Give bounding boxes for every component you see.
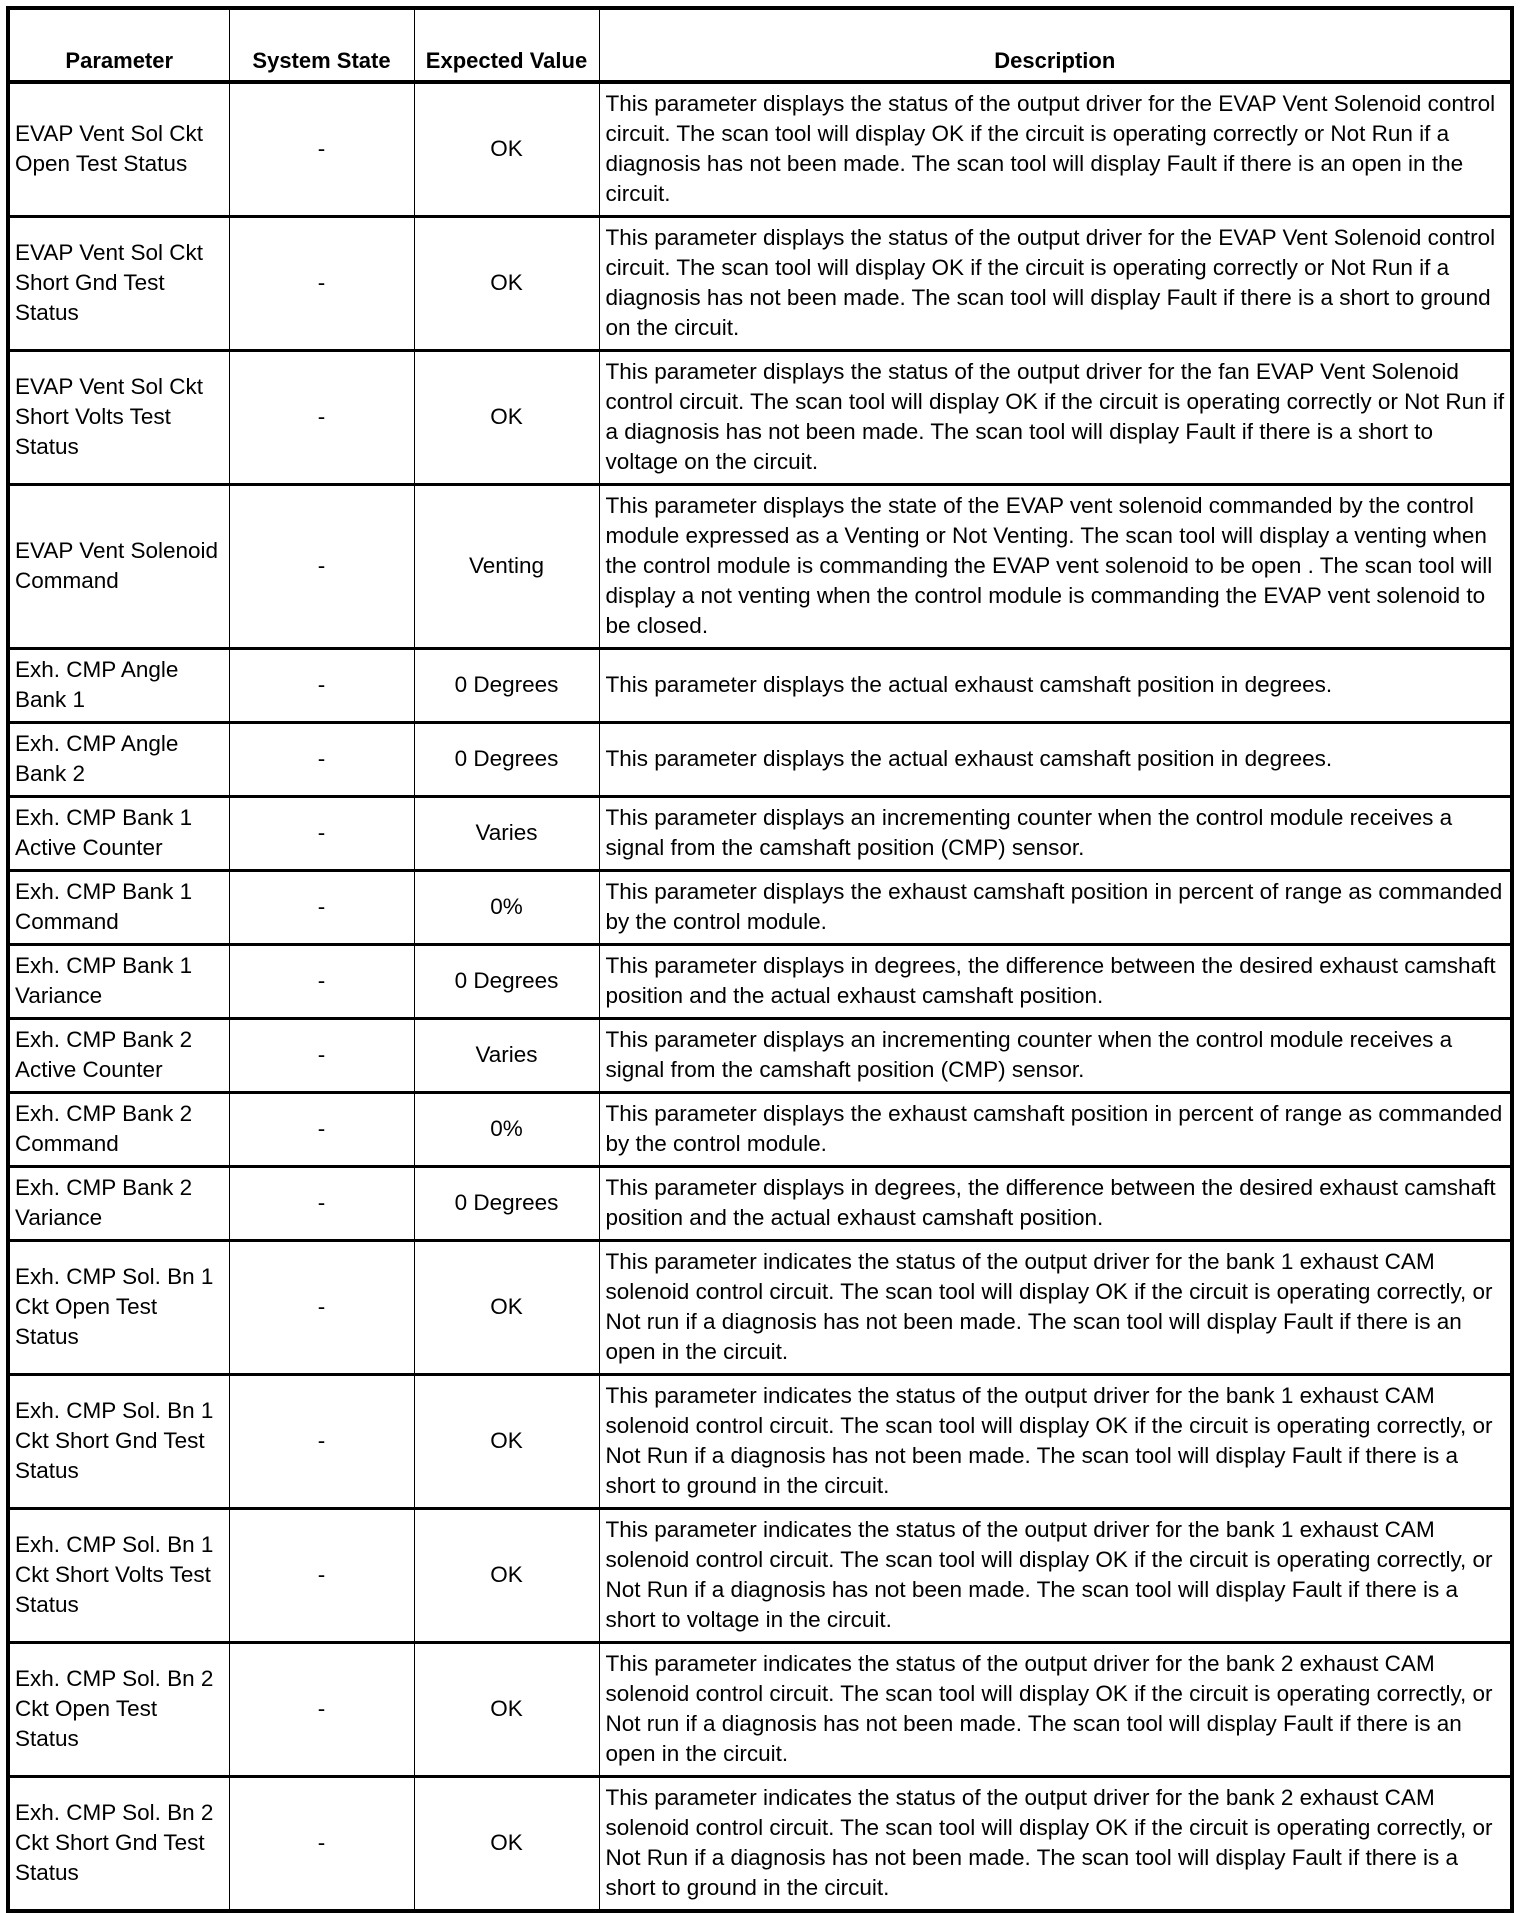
header-parameter: Parameter [8,8,229,82]
system-state-cell: - [229,1167,414,1241]
system-state-cell: - [229,1019,414,1093]
expected-value-cell: OK [414,1241,599,1375]
table-row [8,871,1512,945]
parameter-cell: EVAP Vent Sol Ckt Short Gnd Test Status [8,217,229,351]
system-state-cell: - [229,82,414,217]
parameter-cell: Exh. CMP Bank 1 Active Counter [8,797,229,871]
system-state-cell: - [229,1509,414,1643]
system-state-cell: - [229,945,414,1019]
expected-value-cell: 0 Degrees [414,945,599,1019]
expected-value-cell: 0% [414,1093,599,1167]
system-state-cell: - [229,1241,414,1375]
table-row [8,351,1512,485]
table-row [8,1643,1512,1777]
system-state-cell: - [229,351,414,485]
table-row [8,1019,1512,1093]
expected-value-cell: 0 Degrees [414,649,599,723]
expected-value-cell: OK [414,1643,599,1777]
description-cell: This parameter displays the status of the output driver for the EVAP Vent Solenoid control circuit. The scan tool will display OK if the circuit is operating correctly or Not Run if a diagnosis has not been made. The scan tool will display Fault if there is an open in the circuit. [599,82,1512,217]
parameter-cell: Exh. CMP Bank 1 Command [8,871,229,945]
system-state-cell: - [229,1777,414,1912]
expected-value-cell: 0 Degrees [414,1167,599,1241]
description-cell: This parameter displays the status of the output driver for the fan EVAP Vent Solenoid control circuit. The scan tool will display OK if the circuit is operating correctly or Not Run if a diagnosis has not been made. The scan tool will display Fault if there is a short to voltage on the circuit. [599,351,1512,485]
header-expected-value: Expected Value [414,8,599,82]
description-cell: This parameter displays an incrementing counter when the control module receives a signal from the camshaft position (CMP) sensor. [599,797,1512,871]
description-cell: This parameter displays in degrees, the difference between the desired exhaust camshaft position and the actual exhaust camshaft position. [599,945,1512,1019]
expected-value-cell: OK [414,1375,599,1509]
parameter-cell: Exh. CMP Angle Bank 2 [8,723,229,797]
description-cell: This parameter indicates the status of the output driver for the bank 1 exhaust CAM solenoid control circuit. The scan tool will display OK if the circuit is operating correctly, or Not Run if a diagnosis has not been made. The scan tool will display Fault if there is a short to ground in the circuit. [599,1375,1512,1509]
table-row [8,1375,1512,1509]
system-state-cell: - [229,797,414,871]
parameter-cell: Exh. CMP Bank 2 Active Counter [8,1019,229,1093]
expected-value-cell: OK [414,1777,599,1912]
system-state-cell: - [229,1375,414,1509]
parameter-cell: EVAP Vent Sol Ckt Short Volts Test Status [8,351,229,485]
table-row [8,217,1512,351]
description-cell: This parameter displays the exhaust camshaft position in percent of range as commanded by the control module. [599,1093,1512,1167]
expected-value-cell: Varies [414,1019,599,1093]
header-description: Description [599,8,1512,82]
expected-value-cell: 0% [414,871,599,945]
parameter-cell: Exh. CMP Sol. Bn 2 Ckt Open Test Status [8,1643,229,1777]
description-cell: This parameter indicates the status of the output driver for the bank 2 exhaust CAM solenoid control circuit. The scan tool will display OK if the circuit is operating correctly, or Not Run if a diagnosis has not been made. The scan tool will display Fault if there is a short to ground in the circuit. [599,1777,1512,1912]
parameter-cell: Exh. CMP Bank 2 Command [8,1093,229,1167]
parameter-cell: Exh. CMP Sol. Bn 1 Ckt Short Volts Test Status [8,1509,229,1643]
header-system-state: System State [229,8,414,82]
parameter-cell: Exh. CMP Sol. Bn 1 Ckt Short Gnd Test Status [8,1375,229,1509]
parameter-cell: Exh. CMP Bank 2 Variance [8,1167,229,1241]
system-state-cell: - [229,723,414,797]
system-state-cell: - [229,217,414,351]
table-row [8,1167,1512,1241]
system-state-cell: - [229,1643,414,1777]
parameter-cell: EVAP Vent Solenoid Command [8,485,229,649]
table-header [8,8,1512,82]
expected-value-cell: 0 Degrees [414,723,599,797]
table-row [8,1509,1512,1643]
expected-value-cell: OK [414,217,599,351]
description-cell: This parameter displays the state of the EVAP vent solenoid commanded by the control module expressed as a Venting or Not Venting. The scan tool will display a venting when the control module is commanding the EVAP vent solenoid to be open . The scan tool will display a not venting when the control module is commanding the EVAP vent solenoid to be closed. [599,485,1512,649]
table-row [8,945,1512,1019]
parameter-cell: Exh. CMP Bank 1 Variance [8,945,229,1019]
parameter-table [6,6,1514,1913]
description-cell: This parameter indicates the status of the output driver for the bank 2 exhaust CAM solenoid control circuit. The scan tool will display OK if the circuit is operating correctly, or Not run if a diagnosis has not been made. The scan tool will display Fault if there is an open in the circuit. [599,1643,1512,1777]
system-state-cell: - [229,871,414,945]
table-row [8,1093,1512,1167]
table-row [8,1241,1512,1375]
table-row [8,1777,1512,1912]
description-cell: This parameter indicates the status of the output driver for the bank 1 exhaust CAM solenoid control circuit. The scan tool will display OK if the circuit is operating correctly, or Not run if a diagnosis has not been made. The scan tool will display Fault if there is an open in the circuit. [599,1241,1512,1375]
expected-value-cell: OK [414,82,599,217]
description-cell: This parameter displays in degrees, the difference between the desired exhaust camshaft position and the actual exhaust camshaft position. [599,1167,1512,1241]
system-state-cell: - [229,649,414,723]
description-cell: This parameter displays the exhaust camshaft position in percent of range as commanded by the control module. [599,871,1512,945]
expected-value-cell: OK [414,351,599,485]
description-cell: This parameter indicates the status of the output driver for the bank 1 exhaust CAM solenoid control circuit. The scan tool will display OK if the circuit is operating correctly, or Not Run if a diagnosis has not been made. The scan tool will display Fault if there is a short to voltage in the circuit. [599,1509,1512,1643]
expected-value-cell: OK [414,1509,599,1643]
table-row [8,797,1512,871]
table-row [8,723,1512,797]
description-cell: This parameter displays the status of the output driver for the EVAP Vent Solenoid control circuit. The scan tool will display OK if the circuit is operating correctly or Not Run if a diagnosis has not been made. The scan tool will display Fault if there is a short to ground on the circuit. [599,217,1512,351]
description-cell: This parameter displays the actual exhaust camshaft position in degrees. [599,649,1512,723]
parameter-cell: EVAP Vent Sol Ckt Open Test Status [8,82,229,217]
table-row [8,82,1512,217]
description-cell: This parameter displays the actual exhaust camshaft position in degrees. [599,723,1512,797]
description-cell: This parameter displays an incrementing counter when the control module receives a signal from the camshaft position (CMP) sensor. [599,1019,1512,1093]
header-row [8,8,1512,82]
parameter-cell: Exh. CMP Sol. Bn 2 Ckt Short Gnd Test Status [8,1777,229,1912]
table-row [8,485,1512,649]
system-state-cell: - [229,485,414,649]
expected-value-cell: Varies [414,797,599,871]
table-row [8,649,1512,723]
table-body [8,82,1512,1911]
system-state-cell: - [229,1093,414,1167]
parameter-cell: Exh. CMP Sol. Bn 1 Ckt Open Test Status [8,1241,229,1375]
parameter-cell: Exh. CMP Angle Bank 1 [8,649,229,723]
expected-value-cell: Venting [414,485,599,649]
